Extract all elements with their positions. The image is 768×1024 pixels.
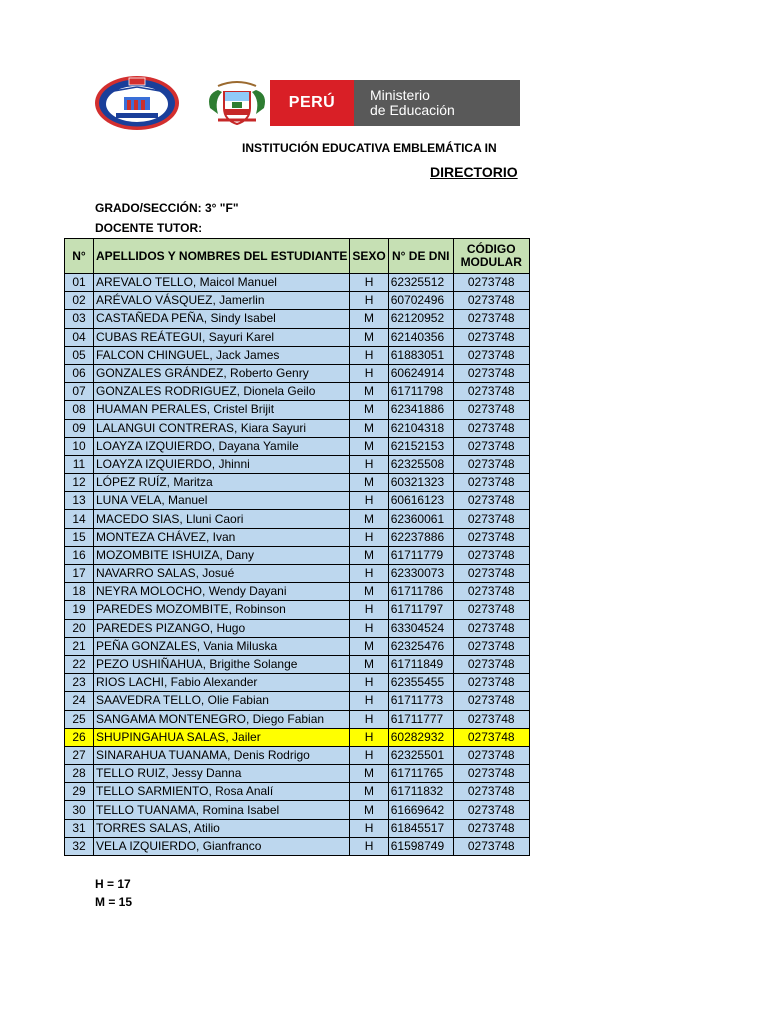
modular-code: 0273748 — [453, 783, 529, 801]
modular-code: 0273748 — [453, 601, 529, 619]
school-crest-icon — [94, 75, 180, 131]
student-sex: H — [350, 728, 388, 746]
student-sex: H — [350, 710, 388, 728]
student-name: SANGAMA MONTENEGRO, Diego Fabian — [94, 710, 350, 728]
student-name: SHUPINGAHUA SALAS, Jailer — [94, 728, 350, 746]
table-row — [65, 292, 530, 310]
table-row — [65, 601, 530, 619]
modular-code: 0273748 — [453, 801, 529, 819]
table-row — [65, 328, 530, 346]
row-number: 03 — [65, 310, 94, 328]
male-count: H = 17 — [95, 877, 131, 891]
modular-code: 0273748 — [453, 746, 529, 764]
student-sex: H — [350, 692, 388, 710]
table-row — [65, 728, 530, 746]
student-name: SAAVEDRA TELLO, Olie Fabian — [94, 692, 350, 710]
student-name: NEYRA MOLOCHO, Wendy Dayani — [94, 583, 350, 601]
modular-code: 0273748 — [453, 819, 529, 837]
table-row — [65, 364, 530, 382]
student-dni: 62341886 — [388, 401, 453, 419]
modular-code: 0273748 — [453, 710, 529, 728]
modular-code: 0273748 — [453, 437, 529, 455]
modular-code: 0273748 — [453, 583, 529, 601]
modular-code: 0273748 — [453, 383, 529, 401]
table-row — [65, 492, 530, 510]
student-sex: H — [350, 274, 388, 292]
row-number: 24 — [65, 692, 94, 710]
student-name: VELA IZQUIERDO, Gianfranco — [94, 837, 350, 855]
student-dni: 62325476 — [388, 637, 453, 655]
student-sex: M — [350, 765, 388, 783]
student-sex: H — [350, 528, 388, 546]
row-number: 32 — [65, 837, 94, 855]
student-dni: 60624914 — [388, 364, 453, 382]
student-name: GONZALES GRÁNDEZ, Roberto Genry — [94, 364, 350, 382]
student-sex: M — [350, 583, 388, 601]
peru-coat-of-arms — [204, 80, 270, 126]
table-row — [65, 783, 530, 801]
row-number: 04 — [65, 328, 94, 346]
student-dni: 61711765 — [388, 765, 453, 783]
student-name: SINARAHUA TUANAMA, Denis Rodrigo — [94, 746, 350, 764]
student-roster-table — [64, 238, 530, 856]
table-row — [65, 801, 530, 819]
student-sex: M — [350, 328, 388, 346]
student-name: TORRES SALAS, Atilio — [94, 819, 350, 837]
row-number: 06 — [65, 364, 94, 382]
modular-code: 0273748 — [453, 619, 529, 637]
modular-code: 0273748 — [453, 546, 529, 564]
student-dni: 61883051 — [388, 346, 453, 364]
student-dni: 61669642 — [388, 801, 453, 819]
table-row — [65, 637, 530, 655]
table-row — [65, 710, 530, 728]
student-name: HUAMAN PERALES, Cristel Brijit — [94, 401, 350, 419]
header-code-line-2: MODULAR — [460, 255, 522, 269]
student-sex: H — [350, 565, 388, 583]
student-dni: 62140356 — [388, 328, 453, 346]
table-row — [65, 474, 530, 492]
row-number: 08 — [65, 401, 94, 419]
table-row — [65, 619, 530, 637]
student-dni: 61711773 — [388, 692, 453, 710]
student-name: ARÉVALO VÁSQUEZ, Jamerlin — [94, 292, 350, 310]
header-dni: N° DE DNI — [388, 239, 453, 274]
student-name: MOZOMBITE ISHUIZA, Dany — [94, 546, 350, 564]
row-number: 09 — [65, 419, 94, 437]
student-name: LOAYZA IZQUIERDO, Jhinni — [94, 455, 350, 473]
student-sex: M — [350, 401, 388, 419]
minedu-logo — [204, 80, 520, 126]
table-row — [65, 837, 530, 855]
table-row — [65, 510, 530, 528]
student-sex: M — [350, 437, 388, 455]
modular-code: 0273748 — [453, 274, 529, 292]
student-name: CASTAÑEDA PEÑA, Sindy Isabel — [94, 310, 350, 328]
student-dni: 61711797 — [388, 601, 453, 619]
table-row — [65, 692, 530, 710]
student-name: RIOS LACHI, Fabio Alexander — [94, 674, 350, 692]
student-dni: 61711798 — [388, 383, 453, 401]
table-row — [65, 401, 530, 419]
table-row — [65, 565, 530, 583]
table-row — [65, 765, 530, 783]
table-row — [65, 528, 530, 546]
student-dni: 62325508 — [388, 455, 453, 473]
table-row — [65, 583, 530, 601]
table-header-row — [65, 239, 530, 274]
modular-code: 0273748 — [453, 637, 529, 655]
row-number: 11 — [65, 455, 94, 473]
row-number: 16 — [65, 546, 94, 564]
student-dni: 62325501 — [388, 746, 453, 764]
female-count: M = 15 — [95, 895, 133, 909]
row-number: 28 — [65, 765, 94, 783]
header-code-line-1: CÓDIGO — [466, 242, 516, 256]
student-sex: M — [350, 637, 388, 655]
institution-title: INSTITUCIÓN EDUCATIVA EMBLEMÁTICA IN — [242, 141, 497, 155]
student-name: MACEDO SIAS, Lluni Caori — [94, 510, 350, 528]
row-number: 18 — [65, 583, 94, 601]
table-row — [65, 819, 530, 837]
student-sex: H — [350, 364, 388, 382]
modular-code: 0273748 — [453, 528, 529, 546]
row-number: 02 — [65, 292, 94, 310]
student-sex: H — [350, 674, 388, 692]
table-row — [65, 674, 530, 692]
row-number: 22 — [65, 655, 94, 673]
row-number: 15 — [65, 528, 94, 546]
row-number: 20 — [65, 619, 94, 637]
table-row — [65, 437, 530, 455]
student-dni: 62360061 — [388, 510, 453, 528]
row-number: 13 — [65, 492, 94, 510]
modular-code: 0273748 — [453, 674, 529, 692]
student-sex: M — [350, 783, 388, 801]
modular-code: 0273748 — [453, 492, 529, 510]
student-sex: H — [350, 455, 388, 473]
student-sex: M — [350, 510, 388, 528]
modular-code: 0273748 — [453, 328, 529, 346]
student-dni: 62355455 — [388, 674, 453, 692]
student-dni: 61845517 — [388, 819, 453, 837]
student-dni: 62120952 — [388, 310, 453, 328]
student-sex: M — [350, 419, 388, 437]
header-name: APELLIDOS Y NOMBRES DEL ESTUDIANTE — [94, 239, 350, 274]
coat-of-arms-icon — [204, 80, 270, 126]
table-row — [65, 274, 530, 292]
student-name: LUNA VELA, Manuel — [94, 492, 350, 510]
modular-code: 0273748 — [453, 837, 529, 855]
table-row — [65, 310, 530, 328]
student-dni: 60282932 — [388, 728, 453, 746]
row-number: 26 — [65, 728, 94, 746]
student-sex: H — [350, 346, 388, 364]
modular-code: 0273748 — [453, 565, 529, 583]
row-number: 31 — [65, 819, 94, 837]
modular-code: 0273748 — [453, 474, 529, 492]
modular-code: 0273748 — [453, 455, 529, 473]
table-row — [65, 455, 530, 473]
modular-code: 0273748 — [453, 401, 529, 419]
modular-code: 0273748 — [453, 364, 529, 382]
student-dni: 61711779 — [388, 546, 453, 564]
student-dni: 62237886 — [388, 528, 453, 546]
modular-code: 0273748 — [453, 310, 529, 328]
student-name: FALCON CHINGUEL, Jack James — [94, 346, 350, 364]
row-number: 10 — [65, 437, 94, 455]
student-dni: 62152153 — [388, 437, 453, 455]
modular-code: 0273748 — [453, 728, 529, 746]
student-sex: H — [350, 746, 388, 764]
student-name: PAREDES MOZOMBITE, Robinson — [94, 601, 350, 619]
table-row — [65, 746, 530, 764]
docente-tutor: DOCENTE TUTOR: — [95, 221, 203, 235]
student-sex: H — [350, 292, 388, 310]
row-number: 27 — [65, 746, 94, 764]
student-name: TELLO TUANAMA, Romina Isabel — [94, 801, 350, 819]
student-sex: M — [350, 383, 388, 401]
modular-code: 0273748 — [453, 419, 529, 437]
student-name: MONTEZA CHÁVEZ, Ivan — [94, 528, 350, 546]
student-sex: H — [350, 819, 388, 837]
student-dni: 63304524 — [388, 619, 453, 637]
student-name: TELLO RUIZ, Jessy Danna — [94, 765, 350, 783]
student-dni: 61711786 — [388, 583, 453, 601]
modular-code: 0273748 — [453, 692, 529, 710]
row-number: 05 — [65, 346, 94, 364]
table-row — [65, 419, 530, 437]
student-dni: 60702496 — [388, 292, 453, 310]
ministry-label — [354, 80, 520, 126]
ministry-line-1: Ministerio — [370, 87, 430, 103]
grado-seccion: GRADO/SECCIÓN: 3° "F" — [95, 201, 239, 215]
modular-code: 0273748 — [453, 346, 529, 364]
student-sex: M — [350, 801, 388, 819]
row-number: 21 — [65, 637, 94, 655]
student-name: TELLO SARMIENTO, Rosa Analí — [94, 783, 350, 801]
student-name: AREVALO TELLO, Maicol Manuel — [94, 274, 350, 292]
student-dni: 62104318 — [388, 419, 453, 437]
student-name: PEÑA GONZALES, Vania Miluska — [94, 637, 350, 655]
student-name: CUBAS REÁTEGUI, Sayuri Karel — [94, 328, 350, 346]
student-name: NAVARRO SALAS, Josué — [94, 565, 350, 583]
row-number: 19 — [65, 601, 94, 619]
row-number: 29 — [65, 783, 94, 801]
peru-label: PERÚ — [270, 80, 354, 126]
header-sex: SEXO — [350, 239, 388, 274]
student-name: GONZALES RODRIGUEZ, Dionela Geilo — [94, 383, 350, 401]
row-number: 12 — [65, 474, 94, 492]
student-sex: H — [350, 619, 388, 637]
table-body — [65, 274, 530, 856]
student-name: LALANGUI CONTRERAS, Kiara Sayuri — [94, 419, 350, 437]
student-dni: 62330073 — [388, 565, 453, 583]
student-name: PEZO USHIÑAHUA, Brigithe Solange — [94, 655, 350, 673]
row-number: 14 — [65, 510, 94, 528]
modular-code: 0273748 — [453, 655, 529, 673]
student-name: PAREDES PIZANGO, Hugo — [94, 619, 350, 637]
directory-title: DIRECTORIO — [430, 164, 518, 180]
student-sex: M — [350, 474, 388, 492]
student-dni: 62325512 — [388, 274, 453, 292]
header-code — [453, 239, 529, 274]
row-number: 23 — [65, 674, 94, 692]
modular-code: 0273748 — [453, 765, 529, 783]
school-crest-logo — [94, 75, 180, 131]
modular-code: 0273748 — [453, 510, 529, 528]
student-sex: H — [350, 837, 388, 855]
student-dni: 61711832 — [388, 783, 453, 801]
student-name: LÓPEZ RUÍZ, Maritza — [94, 474, 350, 492]
student-sex: M — [350, 546, 388, 564]
row-number: 30 — [65, 801, 94, 819]
modular-code: 0273748 — [453, 292, 529, 310]
row-number: 01 — [65, 274, 94, 292]
table-row — [65, 383, 530, 401]
student-sex: M — [350, 310, 388, 328]
ministry-line-2: de Educación — [370, 102, 455, 118]
table-row — [65, 655, 530, 673]
student-name: LOAYZA IZQUIERDO, Dayana Yamile — [94, 437, 350, 455]
student-sex: H — [350, 492, 388, 510]
student-dni: 60616123 — [388, 492, 453, 510]
row-number: 25 — [65, 710, 94, 728]
student-sex: H — [350, 601, 388, 619]
header-num: N° — [65, 239, 94, 274]
table-row — [65, 546, 530, 564]
student-dni: 60321323 — [388, 474, 453, 492]
row-number: 17 — [65, 565, 94, 583]
student-dni: 61598749 — [388, 837, 453, 855]
student-sex: M — [350, 655, 388, 673]
student-dni: 61711849 — [388, 655, 453, 673]
table-row — [65, 346, 530, 364]
row-number: 07 — [65, 383, 94, 401]
student-dni: 61711777 — [388, 710, 453, 728]
